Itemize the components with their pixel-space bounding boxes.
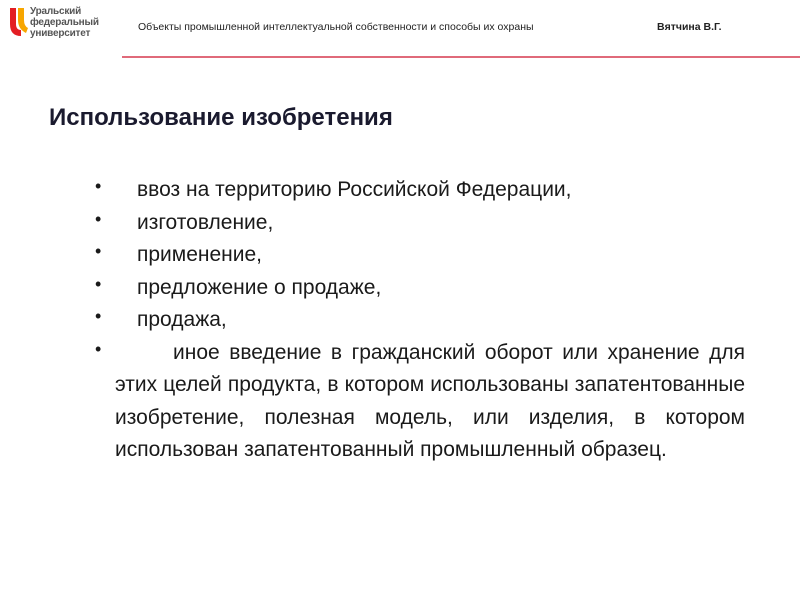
bullet-icon: •: [95, 241, 102, 261]
list-item-text: изготовление,: [137, 210, 274, 234]
list-item-text: ввоз на территорию Российской Федерации,: [137, 178, 572, 201]
list-item: [95, 174, 745, 207]
list-item-text: продажа,: [137, 308, 227, 331]
bullet-icon: •: [95, 306, 102, 326]
header: [0, 0, 800, 56]
header-title: Объекты промышленной интеллектуальной собственности и способы их охраны: [138, 21, 534, 33]
header-author: Вятчина В.Г.: [657, 21, 722, 33]
list-item: [95, 207, 745, 240]
slide-title: Использование изобретения: [49, 104, 393, 131]
list-item-text: предложение о продаже,: [137, 275, 382, 299]
bullet-icon: •: [95, 338, 102, 359]
bullet-icon: •: [95, 273, 102, 294]
bullet-list: [95, 174, 745, 467]
list-item: [95, 304, 745, 337]
bullet-icon: •: [95, 208, 102, 229]
university-logo: [8, 6, 133, 46]
list-item: [95, 272, 745, 305]
bullet-icon: •: [95, 176, 102, 196]
urfu-emblem-icon: [8, 6, 30, 40]
header-divider: [122, 56, 800, 58]
list-item-text: применение,: [137, 243, 263, 266]
list-item-text: иное введение в гражданский оборот или хранение для этих целей продукта, в котором использованы запатентованные изобретение, полезная модель, или изделия, в котором использован запатентованный промышленный образец.: [115, 340, 745, 461]
logo-text: [30, 6, 99, 39]
logo-line: федеральный: [30, 17, 99, 28]
list-item: [95, 239, 745, 272]
logo-line: университет: [30, 28, 91, 39]
logo-line: Уральский: [30, 6, 82, 17]
list-item: [95, 337, 745, 467]
